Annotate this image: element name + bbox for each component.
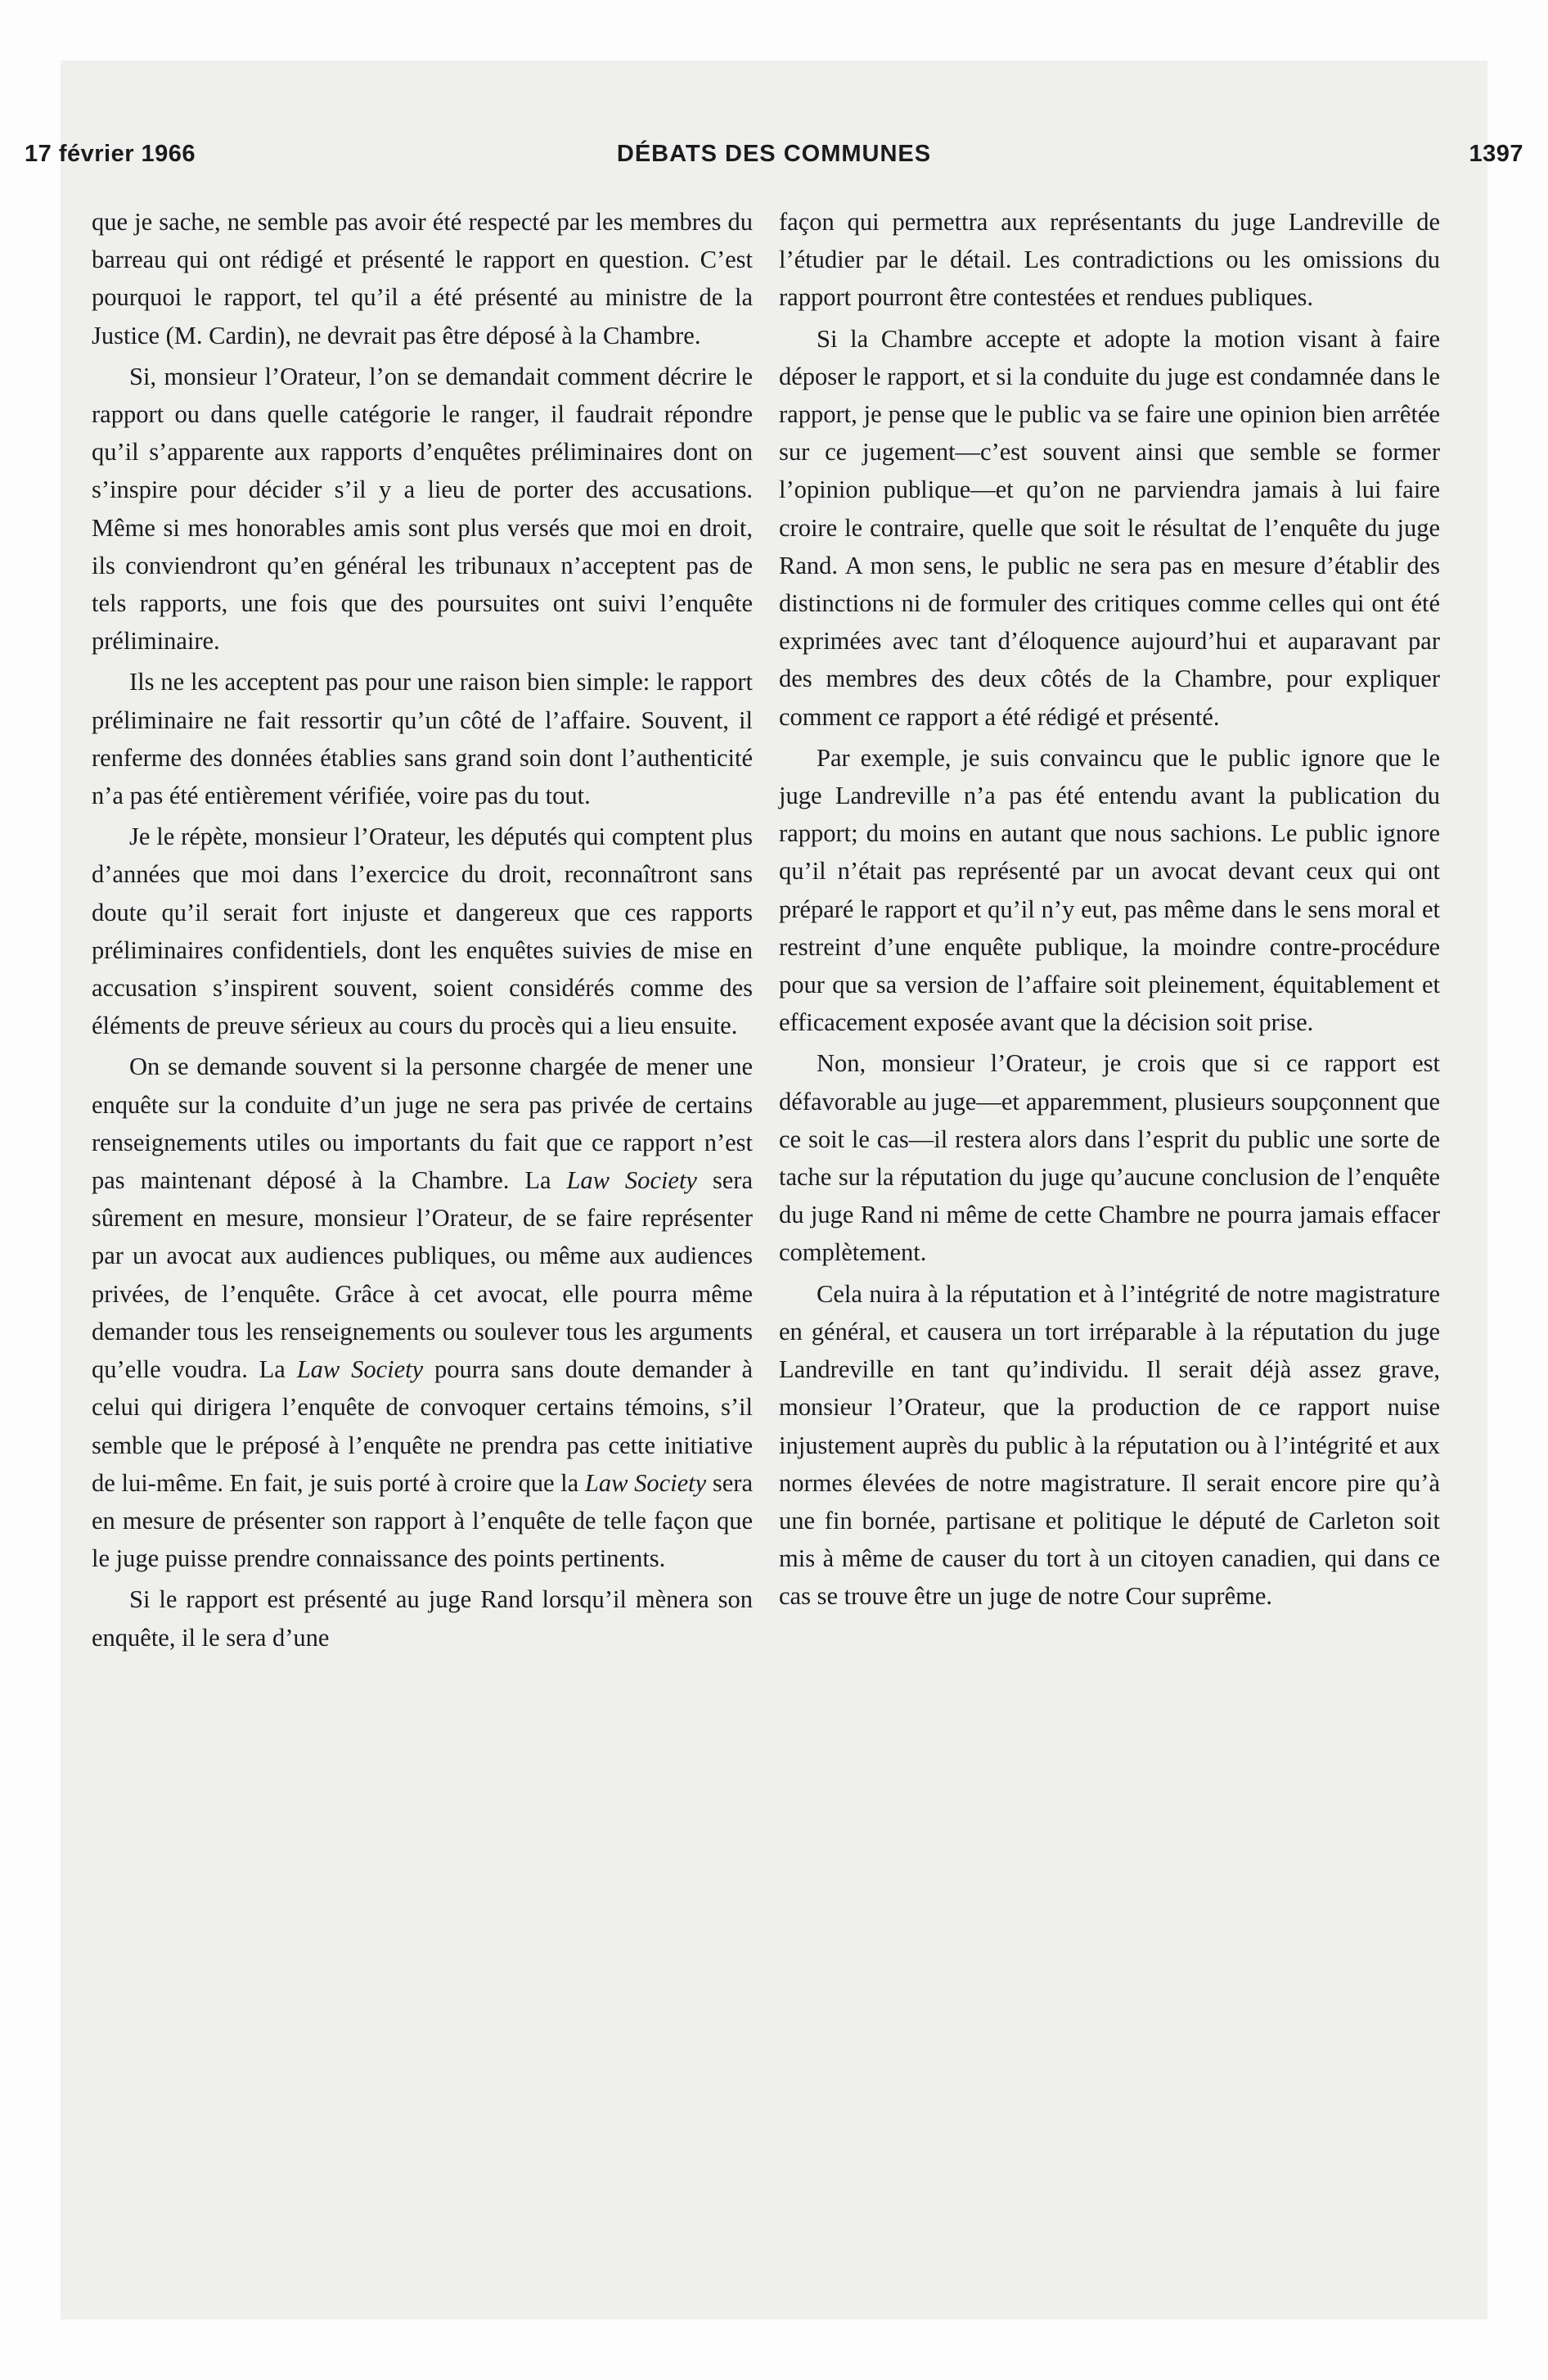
law-society-italic: Law Society (584, 1468, 707, 1497)
paragraph: Je le répète, monsieur l’Orateur, les députés qui comptent plus d’années que moi dans l’exercice du droit, reconnaîtront sans doute qu’il serait fort injuste et dangereux que ces rapports préliminaires confidentiels, dont les enquêtes suivies de mise en accusation s’inspirent souvent, soient considérés comme des éléments de preuve sérieux au cours du procès qui a lieu ensuite. (92, 823, 753, 1040)
paragraph-text: On se demande souvent si la personne chargée de mener une enquête sur la conduite d’un juge ne sera pas privée de certains renseignements utiles ou importants du fait que ce rapport n’est pas maintenant déposé à la Chambre. La (92, 1053, 753, 1195)
law-society-italic: Law Society (296, 1355, 424, 1384)
left-column (92, 203, 753, 1657)
paragraph (92, 1048, 753, 1577)
paragraph: Par exemple, je suis convaincu que le public ignore que le juge Landreville n’a pas été entendu avant la publication du rapport; du moins en autant que nous sachions. Le public ignore qu’il n’était pas représenté par un avocat devant ceux qui ont préparé le rapport et qu’il n’y eut, pas même dans le sens moral et restreint d’une enquête publique, la moindre contre-procédure pour que sa version de l’affaire soit pleinement, équitablement et efficacement exposée avant que la décision soit prise. (779, 743, 1440, 1037)
header-date: 17 février 1966 (25, 141, 196, 167)
paragraph: Si, monsieur l’Orateur, l’on se demandait comment décrire le rapport ou dans quelle catégorie le ranger, il faudrait répondre qu’il s’apparente aux rapports d’enquêtes préliminaires dont on s’inspire pour décider s’il y a lieu de porter des accusations. Même si mes honorables amis sont plus versés que moi en droit, ils conviendront qu’en général les tribunaux n’acceptent pas de tels rapports, une fois que des poursuites ont suivi l’enquête préliminaire. (92, 362, 753, 656)
paragraph: Si la Chambre accepte et adopte la motion visant à faire déposer le rapport, et si la conduite du juge est condamnée dans le rapport, je pense que le public va se faire une opinion bien arrêtée sur ce jugement—c’est souvent ainsi que semble se former l’opinion publique—et qu’on ne parviendra jamais à lui faire croire le contraire, quelle que soit le résultat de l’enquête du juge Rand. A mon sens, le public ne sera pas en mesure d’établir des distinctions ni de formuler des critiques comme celles qui ont été exprimées avec tant d’éloquence aujourd’hui et auparavant par des membres des deux côtés de la Chambre, pour expliquer comment ce rapport a été rédigé et présenté. (779, 324, 1440, 731)
paragraph: Ils ne les acceptent pas pour une raison bien simple: le rapport préliminaire ne fait ressortir qu’un côté de l’affaire. Souvent, il renferme des données établies sans grand soin dont l’authenticité n’a pas été entièrement vérifiée, voire pas du tout. (92, 668, 753, 810)
paragraph-text: sera sûrement en mesure, monsieur l’Orateur, de se faire représenter par un avocat aux audiences publiques, ou même aux audiences privées, de l’enquête. Grâce à cet avocat, elle pourra même demander tous les renseignements ou soulever tous les arguments qu’elle voudra. La (92, 1166, 754, 1384)
law-society-italic: Law Society (566, 1166, 697, 1195)
page-header (0, 75, 1548, 167)
paragraph-text: pourra sans doute demander à celui qui dirigera l’enquête de convoquer certains témoins, s’il semble que le préposé à l’enquête ne prendra pas cette initiative de lui-même. En fait, je suis porté à croire que la (92, 1355, 753, 1497)
right-column (779, 203, 1440, 1616)
paragraph: que je sache, ne semble pas avoir été respecté par les membres du barreau qui ont rédigé et présenté le rapport en question. C’est pourquoi le rapport, tel qu’il a été présenté au ministre de la Justice (M. Cardin), ne devrait pas être déposé à la Chambre. (92, 208, 753, 349)
paragraph-text: sera en mesure de présenter son rapport à l’enquête de telle façon que le juge puisse prendre connaissance des points pertinents. (92, 1468, 753, 1573)
paragraph: Non, monsieur l’Orateur, je crois que si ce rapport est défavorable au juge—et apparemment, plusieurs soupçonnent que ce soit le cas—il restera alors dans l’esprit du public une sorte de tache sur la réputation du juge qu’aucune conclusion de l’enquête du juge Rand ni même de cette Chambre ne pourra jamais effacer complètement. (779, 1049, 1440, 1267)
paragraph: Si le rapport est présenté au juge Rand lorsqu’il mènera son enquête, il le sera d’une (92, 1585, 753, 1652)
header-page-number: 1397 (1469, 141, 1523, 167)
paragraph: Cela nuira à la réputation et à l’intégrité de notre magistrature en général, et causera un tort irréparable à la réputation du juge Landreville en tant qu’individu. Il serait déjà assez grave, monsieur l’Orateur, que la production de ce rapport nuise injustement auprès du public à la réputation ou à l’intégrité et aux normes élevées de notre magistrature. Il serait encore pire qu’à une fin bornée, partisane et politique le député de Carleton soit mis à même de causer du tort à un citoyen canadien, qui dans ce cas se trouve être un juge de notre Cour suprême. (779, 1279, 1440, 1611)
paragraph: façon qui permettra aux représentants du juge Landreville de l’étudier par le détail. Les contradictions ou les omissions du rapport pourront être contestées et rendues publiques. (779, 208, 1440, 312)
header-title: DÉBATS DES COMMUNES (616, 141, 932, 167)
